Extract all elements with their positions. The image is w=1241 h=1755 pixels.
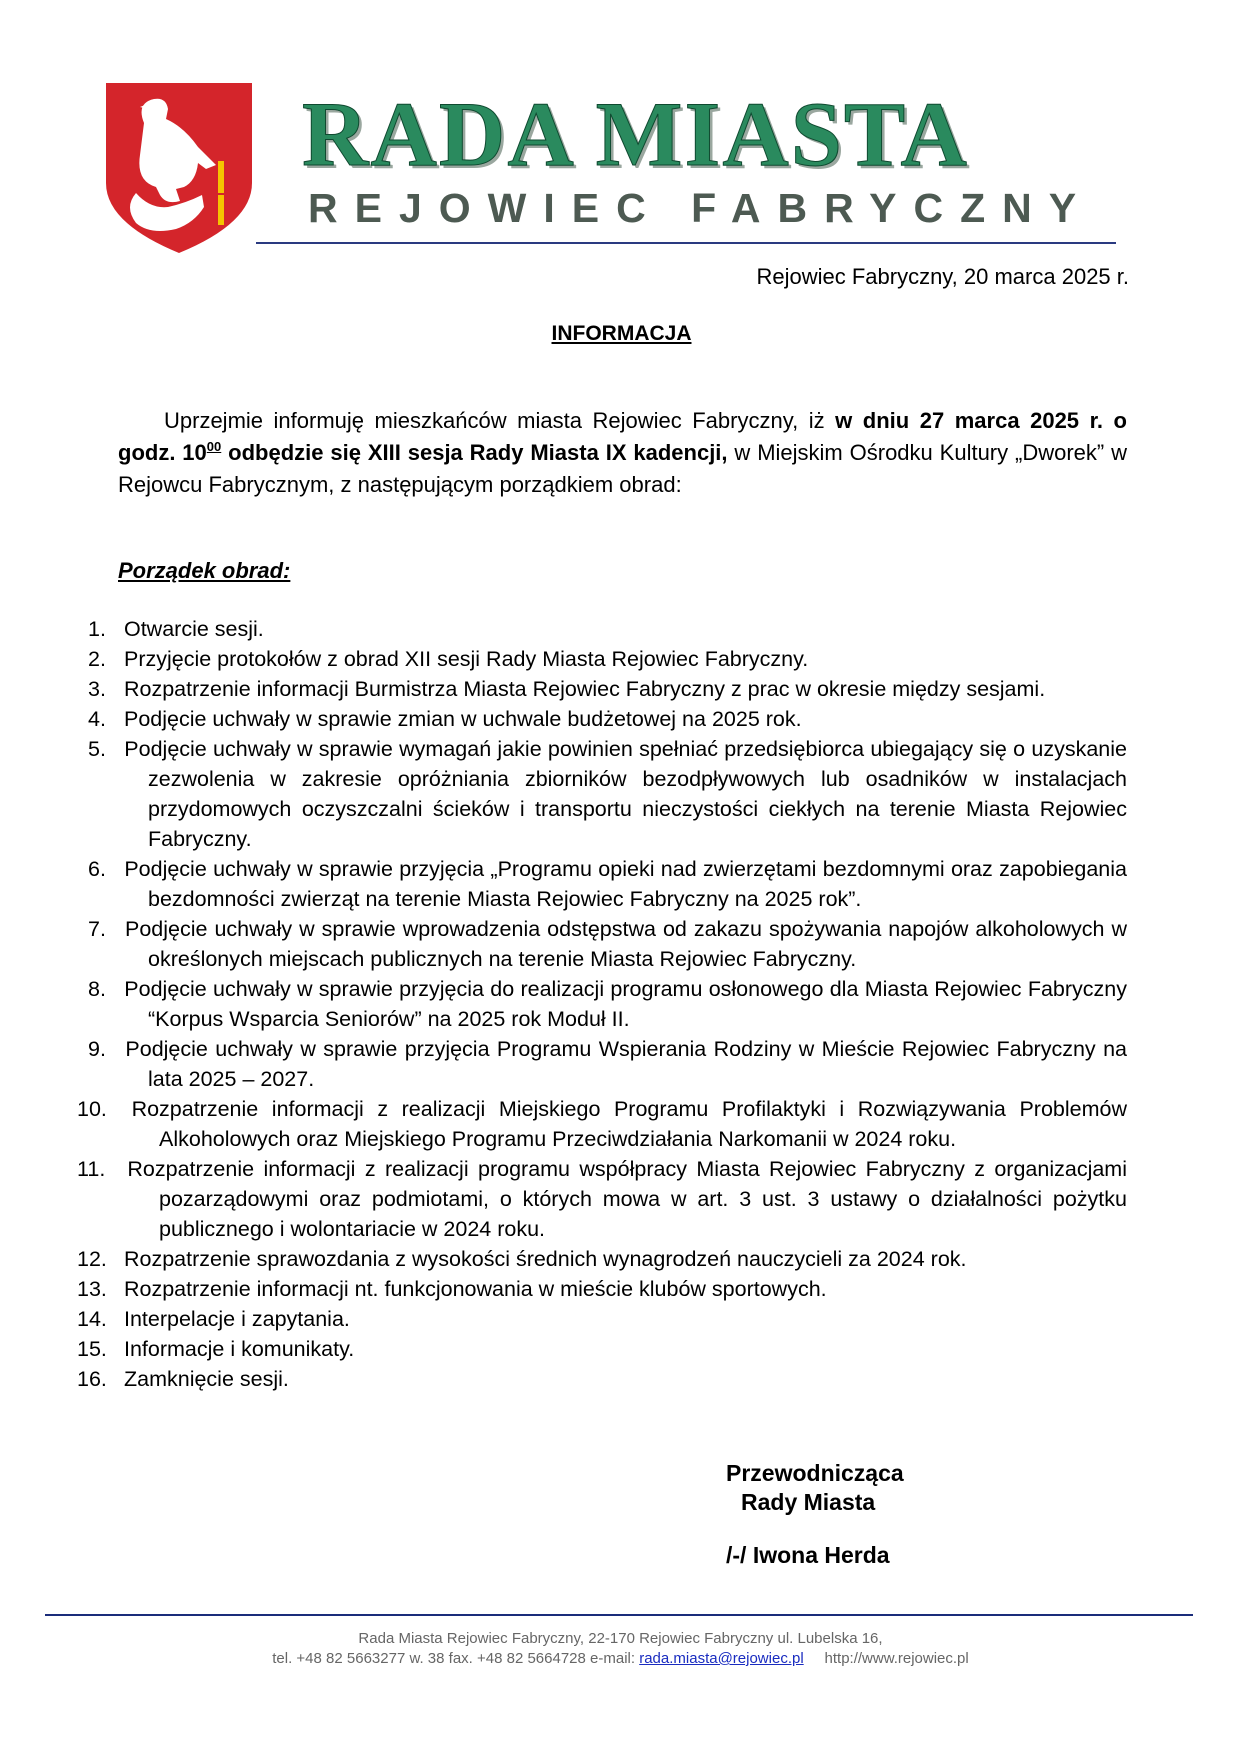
footer-email-link[interactable]: rada.miasta@rejowiec.pl — [639, 1650, 804, 1667]
agenda-item: 16. Zamknięcie sesji. — [77, 1367, 289, 1391]
agenda-item-text: Rozpatrzenie informacji z realizacji programu współpracy Miasta Rejowiec Fabryczny z organizacjami pozarządowymi oraz podmiotami, o których mowa w art. 3 ust. 3 ustawy o działalności pożytku publicznego i wolontariacie w 2024 roku. — [127, 1157, 1127, 1241]
intro-hour-superscript: 00 — [206, 439, 222, 454]
footer-address: Rada Miasta Rejowiec Fabryczny, 22-170 Rejowiec Fabryczny ul. Lubelska 16, — [358, 1630, 883, 1647]
agenda-item: 7. Podjęcie uchwały w sprawie wprowadzenia odstępstwa od zakazu spożywania napojów alkoholowych w określonych miejscach publicznych na terenie Miasta Rejowiec Fabryczny. — [88, 917, 1127, 971]
signature-role: Przewodnicząca — [726, 1460, 904, 1486]
date-line: Rejowiec Fabryczny, 20 marca 2025 r. — [756, 264, 1129, 289]
intro-part1: Uprzejmie informuję mieszkańców miasta Rejowiec Fabryczny, iż — [164, 408, 836, 433]
agenda-item: 9. Podjęcie uchwały w sprawie przyjęcia Programu Wspierania Rodziny w Mieście Rejowiec Fabryczny na lata 2025 – 2027. — [88, 1037, 1127, 1091]
agenda-item-text: Podjęcie uchwały w sprawie przyjęcia „Programu opieki nad zwierzętami bezdomnymi oraz zapobiegania bezdomności zwierząt na terenie Miasta Rejowiec Fabryczny na 2025 rok”. — [124, 857, 1127, 911]
agenda-item-text: Rozpatrzenie informacji nt. funkcjonowania w mieście klubów sportowych. — [123, 1277, 827, 1301]
agenda-item: 12. Rozpatrzenie sprawozdania z wysokości średnich wynagrodzeń nauczycieli za 2024 rok. — [77, 1247, 967, 1271]
intro-part2: w Miejskim Ośrodku Kultury „Dworek” w Rejowcu Fabrycznym, z następującym porządkiem obrad: — [118, 440, 1128, 497]
agenda-item-text: Podjęcie uchwały w sprawie przyjęcia do realizacji programu osłonowego dla Miasta Rejowiec Fabryczny “Korpus Wsparcia Seniorów” na 2025 rok Moduł II. — [124, 977, 1127, 1031]
agenda-item: 14. Interpelacje i zapytania. — [77, 1307, 350, 1331]
agenda-item-text: Otwarcie sesji. — [123, 617, 264, 641]
footer-website[interactable]: http://www.rejowiec.pl — [824, 1650, 969, 1667]
agenda-item-text: Zamknięcie sesji. — [123, 1367, 289, 1391]
agenda-item-text: Przyjęcie protokołów z obrad XII sesji Rady Miasta Rejowiec Fabryczny. — [123, 647, 809, 671]
signature-body: Rady Miasta — [741, 1489, 876, 1515]
agenda-item: 2. Przyjęcie protokołów z obrad XII sesji Rady Miasta Rejowiec Fabryczny. — [88, 647, 809, 671]
footer — [0, 1629, 1241, 1669]
signature-name: /-/ Iwona Herda — [726, 1542, 890, 1568]
header-divider — [256, 242, 1116, 244]
council-subtitle: REJOWIEC FABRYCZNY — [308, 185, 1094, 231]
agenda-item: 8. Podjęcie uchwały w sprawie przyjęcia do realizacji programu osłonowego dla Miasta Rejowiec Fabryczny “Korpus Wsparcia Seniorów” na 2025 rok Moduł II. — [88, 977, 1127, 1031]
agenda-item-text: Rozpatrzenie informacji Burmistrza Miasta Rejowiec Fabryczny z prac w okresie między sesjami. — [123, 677, 1046, 701]
council-title: RADA MIASTA — [302, 83, 969, 185]
agenda-item-text: Interpelacje i zapytania. — [123, 1307, 350, 1331]
agenda-item-text: Podjęcie uchwały w sprawie zmian w uchwale budżetowej na 2025 rok. — [123, 707, 802, 731]
coat-of-arms-icon — [106, 83, 252, 253]
agenda-item: 3. Rozpatrzenie informacji Burmistrza Miasta Rejowiec Fabryczny z prac w okresie między sesjami. — [88, 677, 1046, 701]
agenda-item-text: Podjęcie uchwały w sprawie wymagań jakie powinien spełniać przedsiębiorca ubiegający się o uzyskanie zezwolenia w zakresie opróżniania zbiorników bezodpływowych lub osadników w instalacjach przydomowych oczyszczalni ścieków i transportu nieczystości ciekłych na terenie Miasta Rejowiec Fabryczny. — [124, 737, 1127, 851]
agenda-item: 15. Informacje i komunikaty. — [77, 1337, 355, 1361]
agenda-item: 1. Otwarcie sesji. — [88, 617, 264, 641]
footer-divider — [45, 1614, 1193, 1616]
signature-block — [726, 1459, 904, 1570]
agenda-item: 11. Rozpatrzenie informacji z realizacji programu współpracy Miasta Rejowiec Fabryczny z organizacjami pozarządowymi oraz podmiotami, o których mowa w art. 3 ust. 3 ustawy o działalności pożytku publicznego i wolontariacie w 2024 roku. — [77, 1157, 1127, 1241]
agenda-item-text: Podjęcie uchwały w sprawie przyjęcia Programu Wspierania Rodziny w Mieście Rejowiec Fabryczny na lata 2025 – 2027. — [125, 1037, 1127, 1091]
agenda-list — [77, 614, 1127, 1394]
agenda-item: 5. Podjęcie uchwały w sprawie wymagań jakie powinien spełniać przedsiębiorca ubiegający się o uzyskanie zezwolenia w zakresie opróżniania zbiorników bezodpływowych lub osadników w instalacjach przydomowych oczyszczalni ścieków i transportu nieczystości ciekłych na terenie Miasta Rejowiec Fabryczny. — [88, 737, 1127, 851]
intro-bold-date: w dniu 27 marca 2025 r. o godz. 10 — [118, 408, 1127, 465]
footer-contact — [0, 1649, 1241, 1669]
agenda-title: Porządek obrad: — [118, 558, 291, 583]
agenda-item-text: Informacje i komunikaty. — [123, 1337, 355, 1361]
intro-bold-session: odbędzie się XIII sesja Rady Miasta IX kadencji, — [221, 440, 728, 465]
agenda-item-text: Podjęcie uchwały w sprawie wprowadzenia odstępstwa od zakazu spożywania napojów alkoholowych w określonych miejscach publicznych na terenie Miasta Rejowiec Fabryczny. — [125, 917, 1127, 971]
agenda-item-text: Rozpatrzenie informacji z realizacji Miejskiego Programu Profilaktyki i Rozwiązywania Problemów Alkoholowych oraz Miejskiego Programu Przeciwdziałania Narkomanii w 2024 roku. — [131, 1097, 1127, 1151]
agenda-item: 6. Podjęcie uchwały w sprawie przyjęcia „Programu opieki nad zwierzętami bezdomnymi oraz zapobiegania bezdomności zwierząt na terenie Miasta Rejowiec Fabryczny na 2025 rok”. — [88, 857, 1127, 911]
agenda-item: 4. Podjęcie uchwały w sprawie zmian w uchwale budżetowej na 2025 rok. — [88, 707, 802, 731]
agenda-item: 13. Rozpatrzenie informacji nt. funkcjonowania w mieście klubów sportowych. — [77, 1277, 827, 1301]
agenda-item: 10. Rozpatrzenie informacji z realizacji Miejskiego Programu Profilaktyki i Rozwiązywania Problemów Alkoholowych oraz Miejskiego Programu Przeciwdziałania Narkomanii w 2024 roku. — [77, 1097, 1127, 1151]
footer-phone: tel. +48 82 5663277 w. 38 fax. +48 82 5664728 e-mail: — [272, 1650, 640, 1667]
document-heading — [0, 322, 1241, 346]
agenda-item-text: Rozpatrzenie sprawozdania z wysokości średnich wynagrodzeń nauczycieli za 2024 rok. — [123, 1247, 967, 1271]
heading-text: INFORMACJA — [551, 322, 692, 345]
intro-paragraph — [118, 405, 1127, 501]
